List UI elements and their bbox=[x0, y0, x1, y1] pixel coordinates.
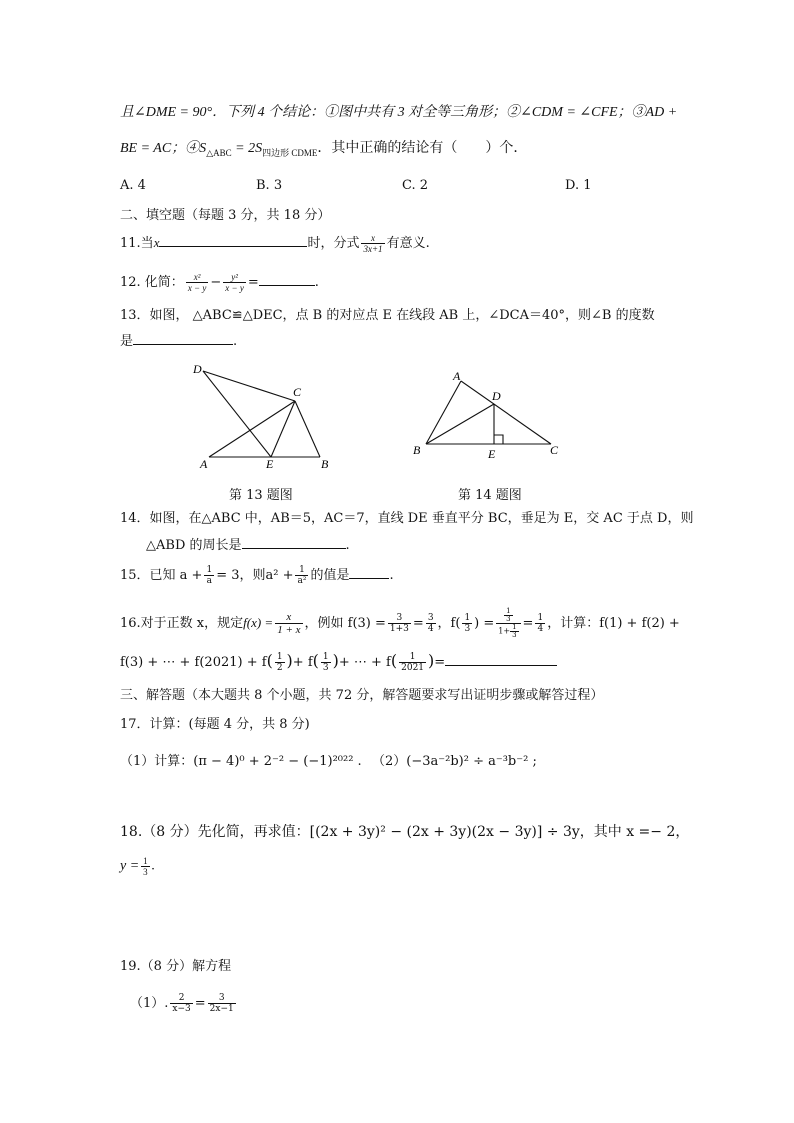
q16-blank bbox=[445, 653, 557, 666]
fig14-right-angle bbox=[494, 435, 503, 444]
q19-eq: = bbox=[194, 996, 206, 1011]
q19-pre: （1）. bbox=[130, 996, 169, 1011]
q16-e3rd: 4 bbox=[537, 624, 544, 634]
q19-num1: 2 bbox=[170, 993, 192, 1004]
fig13-label-b: B bbox=[321, 457, 329, 471]
q10-sub-abc: △ABC bbox=[206, 147, 232, 158]
q16-h3d: 2021 bbox=[401, 663, 425, 673]
q16-e1rn: 3 bbox=[427, 613, 434, 623]
fig14-segment-bd bbox=[426, 404, 494, 444]
q16-fden: 1 + x bbox=[277, 624, 301, 636]
q16-line2: f(3) + ⋯ + f(2021) + f( $\frac{1}{2}$ )+ f( $\frac{1}{3}$ )+ ⋯ + f( $\frac{1}{2021}$ )= bbox=[120, 652, 557, 673]
q14-line1: 14．如图，在△ABC 中，AB＝5，AC＝7，直线 DE 垂直平分 BC，垂足为 E，交 AC 于点 D，则 bbox=[120, 511, 694, 526]
section2-heading: 二、填空题（每题 3 分，共 18 分） bbox=[120, 208, 331, 223]
q14-post: . bbox=[345, 538, 350, 553]
q18-line2 bbox=[120, 856, 155, 877]
q16-h2d: 3 bbox=[322, 663, 329, 673]
q11 bbox=[120, 233, 430, 254]
q11-den: 3x+1 bbox=[363, 244, 383, 254]
q16-line1: 16.对于正数 x，规定f(x) = $\frac{x}{1 + x}$ ，例如 f(3) = $\frac{3}{1+3}$ = $\frac{3}{4}$ ，f( $\frac{1}{3}$ ) = $\frac{1}{3}$ 1+ $\frac{1}{3}$ = $\frac{1}{4}$ ，计算：f(1) + f(2) + bbox=[120, 607, 680, 639]
q16-h3n: 1 bbox=[399, 652, 426, 663]
q18-line1: 18.（8 分）先化简，再求值：[(2x + 3y)² − (2x + 3y)(2x − 3y)] ÷ 3y，其中 x =− 2， bbox=[120, 824, 690, 840]
fig13-label-e: E bbox=[266, 457, 274, 471]
q19-part1 bbox=[130, 993, 238, 1014]
q13-line1: 13．如图， △ABC≌△DEC，点 B 的对应点 E 在线段 AB 上，∠DCA＝40°，则∠B 的度数 bbox=[120, 308, 655, 323]
q13-line2 bbox=[120, 332, 237, 351]
q17-part1: （1）计算：(π − 4)⁰ + 2⁻² − (−1)²⁰²² . bbox=[120, 754, 362, 769]
q11-post: 有意义. bbox=[386, 236, 430, 251]
q16-pre: 16.对于正数 x，规定 bbox=[120, 616, 244, 631]
figure-14 bbox=[408, 365, 568, 465]
q16-h1d: 2 bbox=[276, 663, 283, 673]
q16-eq: = bbox=[434, 655, 446, 670]
q17-title: 17．计算：(每题 4 分，共 8 分) bbox=[120, 717, 310, 732]
q16-h1n: 1 bbox=[276, 652, 283, 662]
q19-den1: x−3 bbox=[172, 1004, 191, 1014]
q15-pre: 15．已知 a + bbox=[120, 568, 203, 583]
q12-den1: x − y bbox=[187, 283, 207, 293]
q19-num2: 3 bbox=[208, 993, 236, 1004]
q16-e3rn: 1 bbox=[537, 613, 544, 623]
q12-den2: x − y bbox=[225, 283, 244, 293]
q11-pre: 11.当 bbox=[120, 236, 154, 251]
q15 bbox=[120, 565, 394, 586]
q16-e2d-nested2: 3 bbox=[512, 631, 517, 639]
q10-option-c: C. 2 bbox=[402, 178, 429, 193]
figure-13 bbox=[185, 358, 345, 476]
q16-ex1: ，例如 f(3) = bbox=[304, 616, 386, 631]
q16-dots: + ⋯ + f bbox=[338, 655, 391, 670]
q10-line2 bbox=[120, 140, 527, 162]
q15-den1: a bbox=[206, 576, 212, 586]
q16-e1d: 1+3 bbox=[389, 624, 409, 634]
fig13-label-d: D bbox=[193, 362, 202, 376]
q10-option-d: D. 1 bbox=[565, 178, 592, 193]
q16-fnum: x bbox=[275, 611, 302, 624]
q16-e1rd: 4 bbox=[427, 624, 434, 634]
fig14-segment-ab bbox=[426, 381, 461, 444]
q12-pre: 12. 化简： bbox=[120, 275, 184, 290]
q16-plus: + f bbox=[292, 655, 313, 670]
q15-blank bbox=[349, 566, 389, 579]
fig13-caption: 第 13 题图 bbox=[229, 488, 293, 503]
q16-ex3: ) = bbox=[474, 616, 495, 631]
q13-line2-text: 是 bbox=[120, 334, 134, 349]
fig13-segment-de bbox=[203, 371, 271, 457]
section3-heading: 三、解答题（本大题共 8 个小题，共 72 分，解答题要求写出证明步骤或解答过程） bbox=[120, 688, 604, 703]
q16-e2d-nested: 3 bbox=[506, 615, 511, 623]
q12-num2: y² bbox=[223, 272, 246, 283]
q19-title: 19.（8 分）解方程 bbox=[120, 959, 232, 974]
q11-mid: 时，分式 bbox=[307, 236, 360, 251]
fig13-segment-cb bbox=[295, 401, 320, 457]
fig14-label-c: C bbox=[550, 443, 559, 457]
q15-post: 的值是 bbox=[310, 568, 350, 583]
q16-ex2: ，f( bbox=[437, 616, 461, 631]
q15-num1: 1 bbox=[206, 565, 213, 575]
q16-tail: ，计算：f(1) + f(2) + bbox=[547, 616, 680, 631]
fig14-label-d: D bbox=[492, 389, 501, 403]
q16-e1n: 3 bbox=[388, 613, 411, 624]
q10-line1: 且∠DME = 90°．下列 4 个结论：①图中共有 3 对全等三角形；②∠CDM = ∠CFE；③AD + bbox=[120, 105, 678, 120]
q12-blank bbox=[259, 273, 315, 286]
q13-post: . bbox=[233, 334, 238, 349]
fig14-label-e: E bbox=[488, 447, 496, 461]
q11-num: x bbox=[361, 233, 384, 244]
q15-den2: a² bbox=[297, 576, 307, 586]
q18-num: 1 bbox=[143, 856, 148, 866]
q15-mid: = 3，则a² + bbox=[216, 568, 294, 583]
q15-end: . bbox=[389, 568, 394, 583]
q15-num2: 1 bbox=[295, 565, 308, 576]
q10-option-a: A. 4 bbox=[120, 178, 146, 193]
q17-part2: （2）(−3a⁻²b)² ÷ a⁻³b⁻² ; bbox=[372, 754, 537, 769]
q18-line2a: y = bbox=[120, 858, 140, 874]
fig14-label-b: B bbox=[413, 443, 421, 457]
q16-e2n-nested: 1 bbox=[506, 607, 511, 615]
q14-blank bbox=[242, 536, 346, 549]
q16-e1eq: = bbox=[412, 616, 424, 631]
q16-h2n: 1 bbox=[322, 652, 329, 662]
q16-line2a: f(3) + ⋯ + f(2021) + f bbox=[120, 655, 267, 670]
q10-line2c: ．其中正确的结论有（ ）个． bbox=[317, 141, 528, 156]
q16-fx: f(x) = bbox=[243, 615, 274, 630]
q12-minus: − bbox=[210, 275, 222, 290]
q10-line2b: = 2S bbox=[231, 141, 263, 156]
fig14-caption: 第 14 题图 bbox=[458, 488, 522, 503]
q10-option-b: B. 3 bbox=[256, 178, 283, 193]
fig13-label-c: C bbox=[293, 385, 302, 399]
q18-den: 3 bbox=[143, 867, 148, 877]
q16-e3eq: = bbox=[522, 616, 534, 631]
fig13-segment-dc bbox=[203, 371, 295, 401]
fig14-label-a: A bbox=[453, 369, 461, 383]
q19-den2: 2x−1 bbox=[209, 1004, 234, 1014]
fig13-label-a: A bbox=[200, 457, 208, 471]
q12 bbox=[120, 272, 319, 293]
q14-line2 bbox=[146, 536, 350, 555]
q10-sub-quad: 四边形 CDME bbox=[262, 147, 318, 158]
q16-e2d: 3 bbox=[464, 624, 471, 634]
fig14-segment-ac bbox=[461, 381, 551, 444]
q12-post: . bbox=[314, 275, 319, 290]
q10-line2a: BE = AC；④S bbox=[120, 141, 207, 156]
q13-blank bbox=[133, 332, 233, 345]
q16-e2n: 1 bbox=[464, 613, 471, 623]
q12-eq: = bbox=[247, 275, 259, 290]
q11-blank bbox=[159, 234, 307, 247]
q16-e2n-nested2: 1 bbox=[512, 623, 517, 631]
fig13-segment-ac bbox=[209, 401, 295, 457]
q11-var: x bbox=[153, 235, 160, 250]
q14-line2-text: △ABD 的周长是 bbox=[146, 538, 242, 553]
q18-line2b: . bbox=[151, 858, 156, 874]
q12-num1: x² bbox=[186, 272, 209, 283]
